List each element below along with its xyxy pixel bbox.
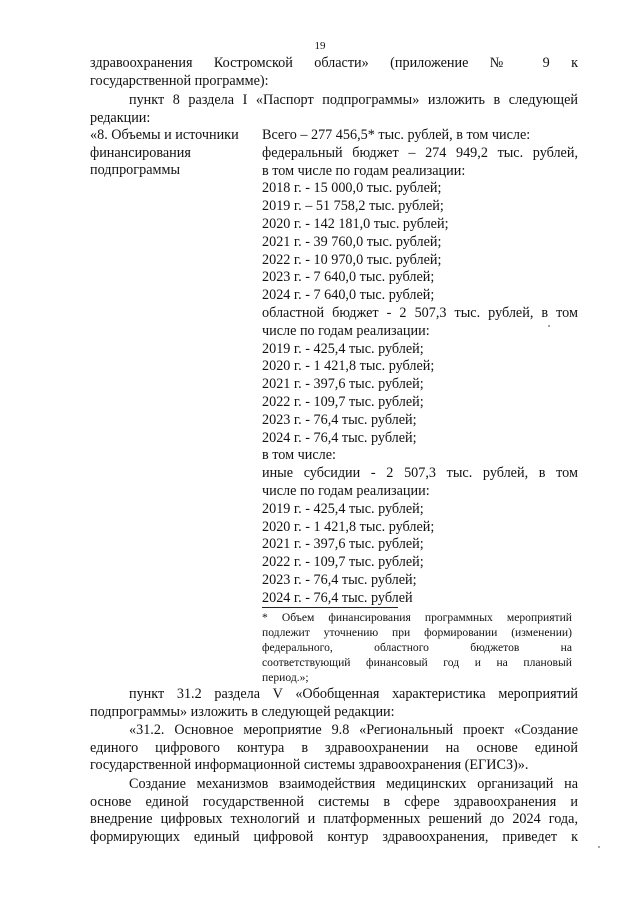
- footnote-line: подлежит уточнению при формировании (изменении): [262, 626, 572, 639]
- footnote-line: период.»;: [262, 671, 309, 684]
- table-value-line: 2019 г. – 51 758,2 тыс. рублей;: [262, 198, 444, 215]
- table-value-line: 2021 г. - 397,6 тыс. рублей;: [262, 376, 424, 393]
- text-line: подпрограммы» изложить в следующей редакции:: [90, 703, 395, 720]
- table-value-line: иные субсидии - 2 507,3 тыс. рублей, в том: [262, 465, 578, 482]
- table-value-line: 2022 г. - 109,7 тыс. рублей;: [262, 554, 424, 571]
- footnote-divider: [262, 607, 398, 608]
- table-value-line: 2024 г. - 76,4 тыс. рублей: [262, 589, 413, 606]
- table-value-line: 2022 г. - 10 970,0 тыс. рублей;: [262, 251, 442, 268]
- table-value-line: 2019 г. - 425,4 тыс. рублей;: [262, 500, 424, 517]
- table-value-line: 2021 г. - 397,6 тыс. рублей;: [262, 536, 424, 553]
- table-label-line: «8. Объемы и источники: [90, 127, 239, 143]
- table-value-line: в том числе по годам реализации:: [262, 162, 466, 179]
- table-value-line: 2024 г. - 76,4 тыс. рублей;: [262, 429, 417, 446]
- text-line: пункт 31.2 раздела V «Обобщенная характеристика мероприятий: [129, 686, 578, 702]
- table-value-line: 2020 г. - 1 421,8 тыс. рублей;: [262, 358, 435, 375]
- table-label-line: подпрограммы: [90, 162, 180, 179]
- page-number: 19: [314, 40, 326, 52]
- footnote-line: * Объем финансирования программных мероприятий: [262, 611, 572, 624]
- table-value-line: 2023 г. - 76,4 тыс. рублей;: [262, 571, 417, 588]
- table-value-line: 2022 г. - 109,7 тыс. рублей;: [262, 393, 424, 410]
- table-value-line: 2020 г. - 1 421,8 тыс. рублей;: [262, 518, 435, 535]
- text-line: формирующих единый цифровой контур здравоохранения, приведет к: [90, 828, 578, 845]
- text-line: редакции:: [90, 109, 151, 126]
- amendment-item-8: [90, 92, 578, 127]
- table-value-line: федеральный бюджет – 274 949,2 тыс. рублей,: [262, 144, 578, 161]
- footnote-line: соответствующий финансовый год и на плановый: [262, 656, 572, 669]
- footnote-line: федерального, областного бюджетов на: [262, 641, 572, 654]
- text-line: Создание механизмов взаимодействия медицинских организаций на: [129, 776, 578, 792]
- footnote: [262, 610, 572, 685]
- table-label-line: финансирования: [90, 144, 191, 161]
- section-31-2-text: [90, 722, 578, 775]
- table-value-line: в том числе:: [262, 447, 336, 464]
- table-value-line: 2024 г. - 7 640,0 тыс. рублей;: [262, 287, 435, 304]
- table-value-line: 2020 г. - 142 181,0 тыс. рублей;: [262, 215, 449, 232]
- table-value-line: 2023 г. - 7 640,0 тыс. рублей;: [262, 269, 435, 286]
- table-value-line: 2018 г. - 15 000,0 тыс. рублей;: [262, 180, 442, 197]
- table-label-column: [90, 127, 258, 180]
- table-value-line: числе по годам реализации:: [262, 322, 430, 339]
- table-value-line: числе по годам реализации:: [262, 482, 430, 499]
- table-value-line: 2023 г. - 76,4 тыс. рублей;: [262, 411, 417, 428]
- scan-speck: [598, 846, 600, 848]
- table-value-line: 2019 г. - 425,4 тыс. рублей;: [262, 340, 424, 357]
- text-line: внедрение цифровых технологий и платформенных решений до 2024 года,: [90, 811, 578, 828]
- text-line: единого цифрового контура в здравоохранении на основе единой: [90, 739, 578, 756]
- amendment-item-31-2: [90, 686, 578, 721]
- intro-paragraph: [90, 55, 578, 90]
- text-line: здравоохранения Костромской области» (приложение № 9 к: [90, 55, 578, 71]
- table-value-line: 2021 г. - 39 760,0 тыс. рублей;: [262, 233, 442, 250]
- text-line: пункт 8 раздела I «Паспорт подпрограммы» изложить в следующей: [129, 92, 578, 108]
- body-paragraph: [90, 776, 578, 846]
- table-value-line: областной бюджет - 2 507,3 тыс. рублей, в том: [262, 304, 578, 321]
- scan-speck: [548, 325, 550, 327]
- text-line: государственной информационной системы здравоохранения (ЕГИСЗ)».: [90, 757, 529, 774]
- table-value-column: [262, 127, 578, 608]
- table-value-line: Всего – 277 456,5* тыс. рублей, в том числе:: [262, 127, 531, 143]
- text-line: «31.2. Основное мероприятие 9.8 «Региональный проект «Создание: [129, 722, 578, 738]
- text-line: государственной программе):: [90, 72, 269, 89]
- text-line: основе единой государственной системы в сфере здравоохранения и: [90, 793, 578, 810]
